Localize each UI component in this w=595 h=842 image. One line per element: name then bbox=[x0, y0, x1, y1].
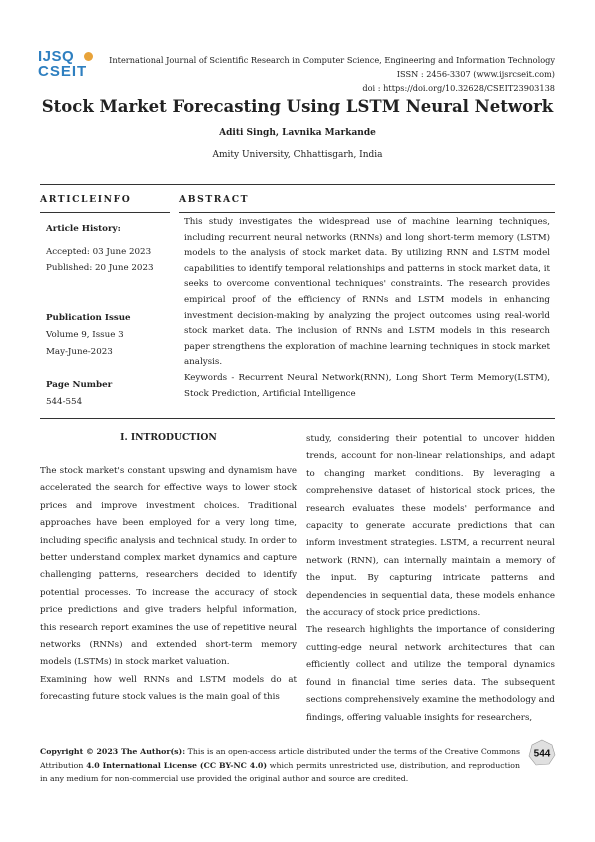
volume-issue: Volume 9, Issue 3 bbox=[46, 330, 124, 340]
paper-title: Stock Market Forecasting Using LSTM Neural Network bbox=[41, 97, 554, 116]
intro-paragraph-4: The research highlights the importance of considering cutting-edge neural network architectures that can efficiently collect and utilize the temporal dynamics found in financial time series data. The subsequent sections comprehensively examine the methodology and findings, offering valuable insights for researchers, bbox=[306, 625, 555, 723]
logo-text-top: IJSQ bbox=[38, 48, 75, 65]
license-link[interactable]: 4.0 International License (CC BY-NC 4.0) bbox=[86, 760, 268, 770]
paper-authors: Aditi Singh, Lavnika Markande bbox=[219, 128, 376, 138]
abstract-box bbox=[179, 212, 555, 418]
journal-logo bbox=[38, 49, 100, 81]
right-column bbox=[306, 431, 555, 727]
copyright-notice bbox=[40, 745, 520, 786]
journal-name: International Journal of Scientific Research in Computer Science, Engineering and Information Technology bbox=[109, 55, 555, 65]
history-label: Article History: bbox=[46, 224, 121, 234]
copyright-text-b: which permits unrestricted use, distribution, and reproduction in any medium for non-commercial use provided the original author and source are credited. bbox=[40, 760, 520, 783]
published-date: Published: 20 June 2023 bbox=[46, 263, 154, 273]
copyright-label: Copyright © 2023 The Author(s): bbox=[40, 747, 186, 756]
abstract-heading: ABSTRACT bbox=[179, 194, 250, 205]
paper-affiliation: Amity University, Chhattisgarh, India bbox=[212, 150, 383, 160]
logo-text-bottom: CSEIT bbox=[38, 63, 88, 80]
journal-info bbox=[109, 53, 555, 95]
issue-period: May-June-2023 bbox=[46, 347, 113, 357]
page-range: 544-554 bbox=[46, 397, 83, 407]
introduction-heading: I. INTRODUCTION bbox=[120, 432, 217, 443]
left-column bbox=[40, 463, 297, 707]
doi-link[interactable]: doi : https://doi.org/10.32628/CSEIT23903138 bbox=[362, 83, 555, 93]
abstract-text: This study investigates the widespread use of machine learning techniques, including recurrent neural networks (RNNs) and long short-term memory (LSTM) models to the analysis of stock market data. By utilizing RNN and LSTM model capabilities to identify temporal relationships and patterns in stock market data, it seeks to overcome conventional techniques' constraints. The research provides empirical proof of the efficiency of RNNs and LSTM models in enhancing investment decision-making by analyzing the project outcomes using real-world stock market data. The inclusion of RNNs and LSTM models in this research paper strengthens the exploration of machine learning techniques in stock market analysis. bbox=[184, 217, 550, 368]
intro-paragraph-1: The stock market's constant upswing and dynamism have accelerated the search for effective ways to lower stock prices and improve investment choices. Traditional approaches have been employed for a very long time, including specific analysis and technical study. In order to better understand complex market dynamics and capture challenging patterns, researchers decided to identify potential processes. To increase the accuracy of stock price predictions and give traders helpful information, this research report examines the use of repetitive neural networks (RNNs) and extended short-term memory models (LSTMs) in stock market valuation. bbox=[40, 466, 297, 668]
abstract-keywords: Keywords - Recurrent Neural Network(RNN), Long Short Term Memory(LSTM), Stock Prediction, Artificial Intelligence bbox=[184, 372, 550, 399]
intro-paragraph-3: study, considering their potential to uncover hidden trends, account for non-linear relationships, and adapt to changing market conditions. By leveraging a comprehensive dataset of historical stock prices, the research evaluates these models' performance and capacity to generate accurate predictions that can inform investment strategies. LSTM, a recurrent neural network (RNN), can internally maintain a memory of the input. By capturing intricate patterns and dependencies in sequential data, these models enhance the accuracy of stock price predictions. bbox=[306, 434, 555, 619]
issue-label: Publication Issue bbox=[46, 313, 131, 323]
accepted-date: Accepted: 03 June 2023 bbox=[46, 247, 152, 257]
article-info-heading: ARTICLEINFO bbox=[40, 194, 132, 205]
page-number: 544 bbox=[533, 748, 551, 760]
logo-dot-icon bbox=[84, 52, 93, 61]
header-divider bbox=[40, 184, 555, 185]
page-number-label: Page Number bbox=[46, 380, 113, 390]
abstract-divider bbox=[40, 418, 555, 419]
journal-issn: ISSN : 2456-3307 (www.ijsrcseit.com) bbox=[396, 69, 555, 79]
page-number-badge bbox=[528, 739, 556, 767]
copyright-text-a: This is an open-access article distributed under the terms of the Creative Commons Attribution bbox=[40, 747, 520, 770]
intro-paragraph-2: Examining how well RNNs and LSTM models do at forecasting future stock values is the main goal of this bbox=[40, 674, 297, 703]
article-info-box bbox=[40, 212, 170, 418]
